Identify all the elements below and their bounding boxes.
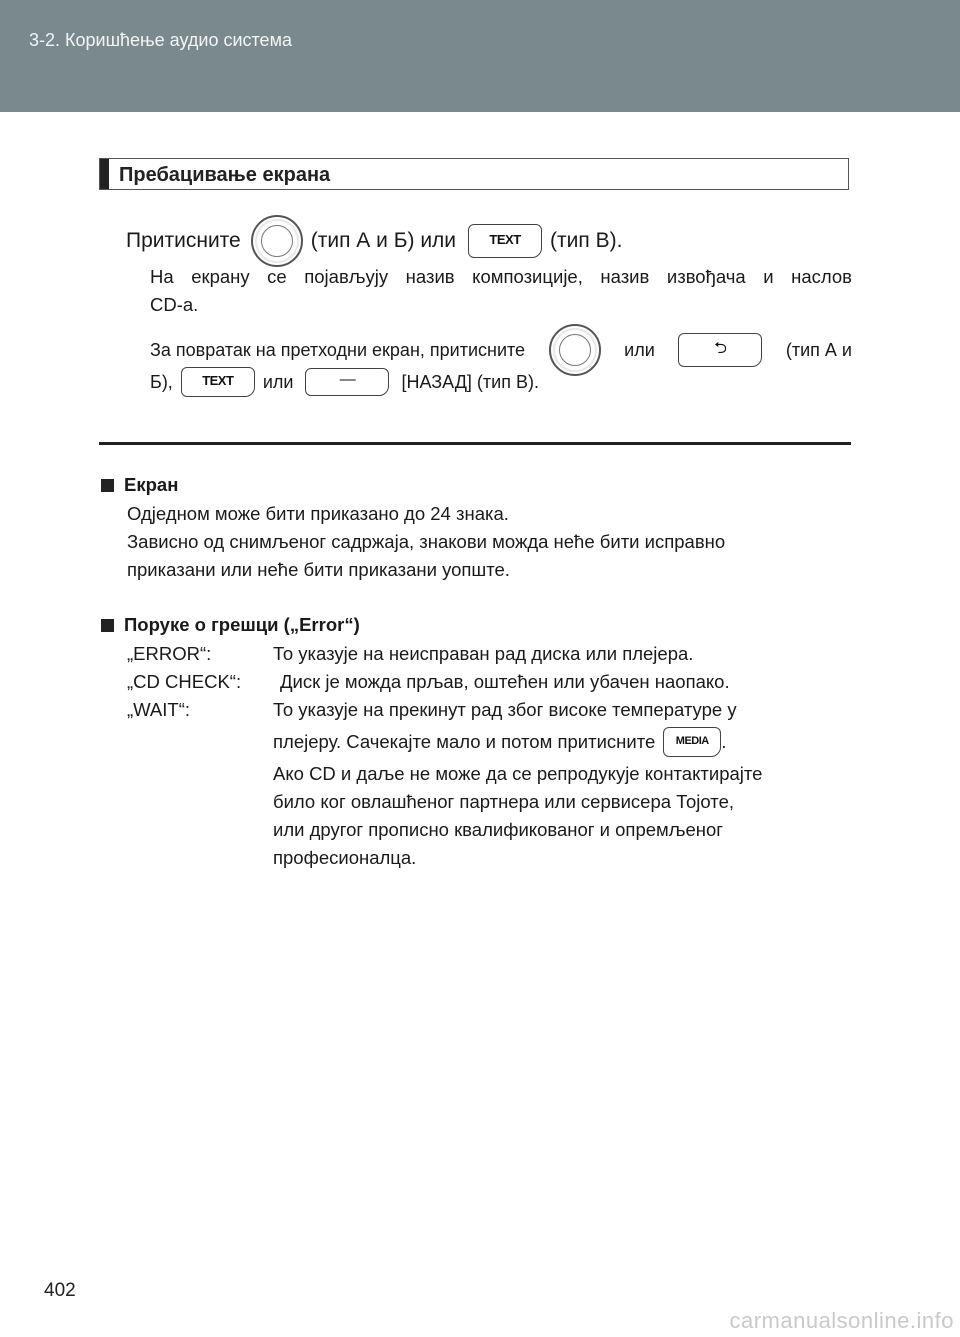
step-instruction [126,224,622,258]
divider [99,442,851,445]
media-button-icon: MEDIA [663,727,721,757]
period: . [721,731,727,752]
screen-line1: Одједном може бити приказано до 24 знака. [127,503,509,524]
error-key: „ERROR“: [127,643,212,664]
error-key-3: „WAIT“: [127,699,191,720]
page-title: Пребацивање екрана [119,164,331,186]
tune-knob-icon [251,215,303,267]
screen-heading [101,474,178,496]
wait-line5: или другог прописно квалификованог и опремљеног [273,819,724,840]
section-title: 3-2. Коришћење аудио система [29,30,292,50]
text-button-icon: TEXT [468,224,542,258]
error-desc: То указује на неисправан рад диска или плејера. [273,643,694,664]
back-button-icon: ⮌ [678,333,762,367]
wait-line1: То указује на прекинут рад због високе температуре у [273,699,737,720]
errors-heading [101,614,360,636]
error-desc-2: Диск је можда прљав, оштећен или убачен наопако. [280,671,730,692]
screen-line2: Зависно од снимљеног садржаја, знакови можда неће бити исправно [127,531,726,552]
note2-or2: или [262,372,294,392]
title-bar-marker [100,159,109,189]
step-suffix: (тип В). [550,229,623,252]
screen-line3: приказани или неће бити приказани уопште. [127,559,510,580]
wait-line4: било ког овлашћеног партнера или сервисера Тојоте, [273,791,734,812]
bullet-square-icon [101,479,114,492]
note-return [150,336,852,396]
text-button-icon-2: TEXT [181,367,255,397]
note1-line2: CD-а. [150,294,199,315]
error-row-cdcheck [127,668,273,696]
note2-typeab: (тип А и [785,340,852,360]
page-header [0,0,960,112]
note2-back-label: [НАЗАД] (тип В). [401,372,539,392]
wait-line3: Ако CD и даље не може да се репродукује контактирајте [273,763,763,784]
wait-line6: професионалца. [273,847,417,868]
step-mid: (тип А и Б) или [310,229,457,252]
section-title-box [99,158,849,190]
note-display-info [150,263,852,319]
error-key-2: „CD CHECK“: [127,671,242,692]
back-softkey-icon: — [305,368,389,396]
watermark: carmanualsonline.info [729,1308,954,1333]
note2-part1: За повратак на претходни екран, притисните [150,340,526,360]
note1-line1: На екрану се појављују назив композиције, назив извођача и наслов [150,266,852,287]
wait-line2: плејеру. Сачекајте мало и потом притисните [273,731,656,752]
note2-or1: или [624,340,655,360]
tune-knob-icon-2 [549,324,601,376]
step-prefix: Притисните [126,229,241,252]
screen-heading-text: Екран [124,474,179,495]
screen-body [127,500,725,584]
note2-line2a: Б), [150,372,173,392]
errors-heading-text: Поруке о грешци („Error“) [124,614,360,635]
error-row-error [127,640,273,668]
error-desc-3 [273,696,873,872]
bullet-square-icon-2 [101,619,114,632]
page-number: 402 [44,1280,76,1301]
error-row-wait [127,696,273,724]
